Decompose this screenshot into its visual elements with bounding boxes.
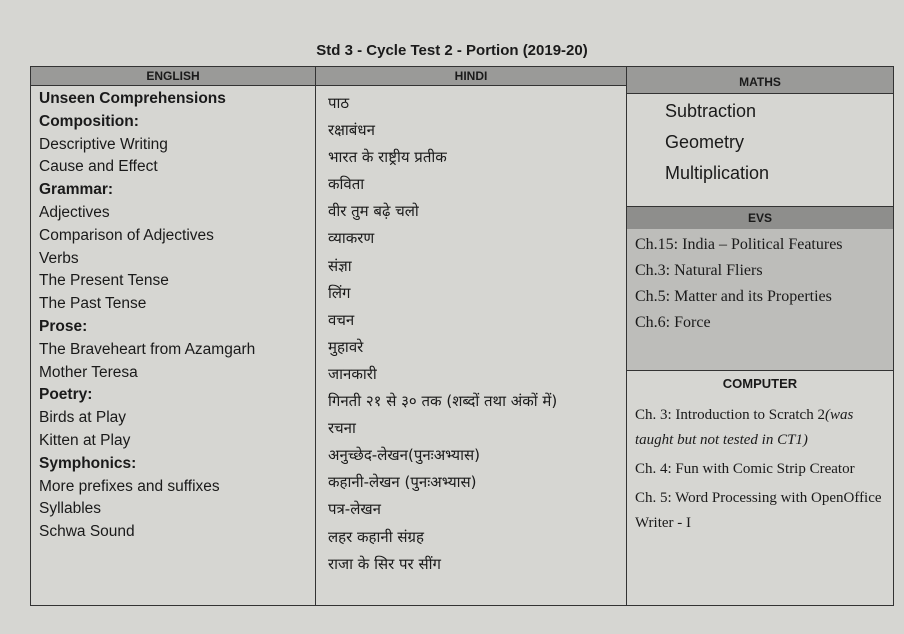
list-item: संज्ञा [328, 256, 352, 275]
list-item: Syllables [39, 500, 102, 518]
list-item: Geometry [665, 132, 745, 152]
list-item: The Braveheart from Azamgarh [39, 340, 256, 358]
list-item: Schwa Sound [39, 523, 135, 541]
list-item: कविता [328, 175, 365, 194]
list-item: Adjectives [39, 203, 110, 221]
list-item: पाठ [328, 94, 350, 112]
list-item: Birds at Play [39, 409, 127, 427]
hindi-column [316, 67, 627, 605]
list-item: अनुच्छेद-लेखन(पुनःअभ्यास) [328, 446, 480, 465]
list-item: मुहावरे [328, 337, 364, 356]
list-item: कहानी-लेखन (पुनःअभ्यास) [328, 473, 477, 492]
english-header: ENGLISH [31, 67, 315, 86]
list-item: भारत के राष्ट्रीय प्रतीक [328, 148, 447, 167]
list-item: Ch.3: Natural Fliers [635, 262, 763, 279]
list-item: Mother Teresa [39, 363, 138, 381]
list-item: Cause and Effect [39, 158, 158, 176]
computer-ch3-note: (was taught but not tested in CT1) [635, 407, 854, 448]
list-item: रक्षाबंधन [328, 121, 375, 140]
evs-header: EVS [627, 207, 893, 229]
section-heading: Unseen Comprehensions [39, 90, 226, 107]
list-item: जानकारी [328, 364, 377, 383]
list-item: लहर कहानी संग्रह [328, 527, 424, 546]
computer-ch3: Ch. 3: Introduction to Scratch 2 [635, 407, 825, 423]
list-item: Ch.5: Matter and its Properties [635, 288, 832, 305]
section-heading: Grammar: [39, 181, 114, 199]
list-item: राजा के सिर पर सींग [328, 554, 441, 573]
right-column [627, 67, 893, 605]
hindi-header: HINDI [316, 67, 626, 86]
list-item: Kitten at Play [39, 431, 131, 449]
list-item: The Past Tense [39, 295, 147, 313]
list-item: Ch.6: Force [635, 314, 711, 331]
list-item: वचन [328, 310, 355, 329]
list-item: Subtraction [665, 101, 757, 121]
computer-section [627, 370, 893, 605]
list-item: Descriptive Writing [39, 135, 168, 153]
hindi-topic-list [316, 86, 626, 578]
maths-header: MATHS [627, 67, 893, 94]
section-heading: Prose: [39, 317, 88, 335]
computer-ch5: Ch. 5: Word Processing with OpenOffice Writer - I [635, 490, 882, 531]
list-item: व्याकरण [328, 229, 375, 248]
section-heading: Composition: [39, 112, 139, 130]
portion-table [30, 66, 894, 606]
page-title: Std 3 - Cycle Test 2 - Portion (2019-20) [316, 42, 588, 59]
list-item: पत्र-लेखन [328, 500, 381, 519]
computer-ch4: Ch. 4: Fun with Comic Strip Creator [635, 461, 855, 477]
list-item: Multiplication [665, 163, 770, 183]
list-item: लिंग [328, 283, 351, 302]
section-heading: Poetry: [39, 386, 93, 404]
list-item [635, 457, 887, 482]
evs-section [627, 206, 893, 370]
list-item [635, 486, 887, 536]
list-item: रचना [328, 419, 356, 438]
list-item: Verbs [39, 249, 79, 267]
list-item: गिनती २१ से ३० तक (शब्दों तथा अंकों में) [328, 392, 558, 411]
computer-header: COMPUTER [722, 376, 798, 391]
computer-topic-list [627, 397, 893, 536]
list-item: The Present Tense [39, 272, 169, 290]
list-item: More prefixes and suffixes [39, 477, 220, 495]
english-column [31, 67, 316, 605]
evs-topic-list [627, 229, 893, 334]
list-item: Comparison of Adjectives [39, 226, 214, 244]
english-topic-list [31, 86, 315, 544]
list-item: वीर तुम बढ़े चलो [328, 202, 419, 221]
list-item: Ch.15: India – Political Features [635, 236, 843, 253]
maths-topic-list [627, 94, 893, 206]
section-heading: Symphonics: [39, 454, 137, 472]
list-item [635, 403, 887, 453]
